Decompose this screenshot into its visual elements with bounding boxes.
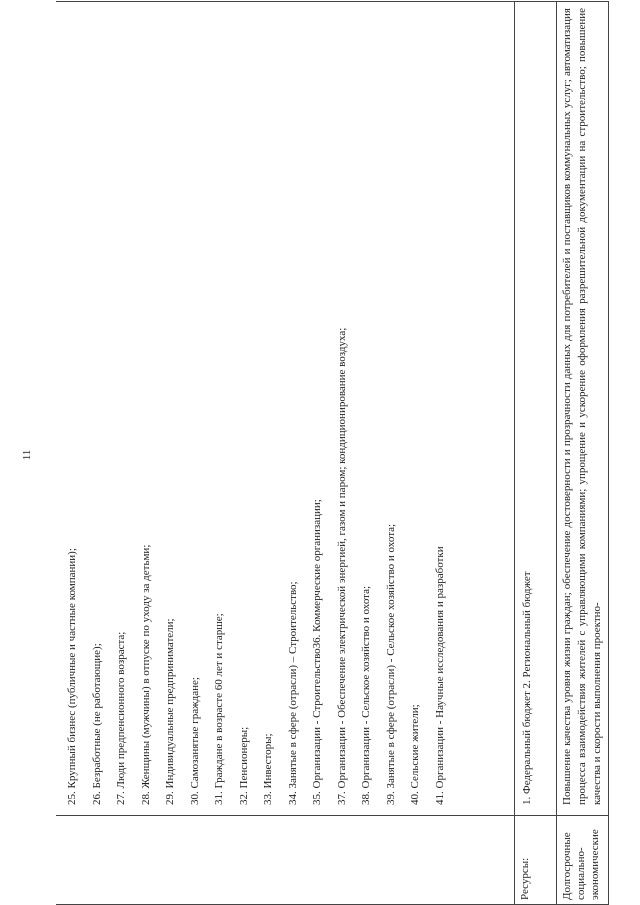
passport-table: [56, 1, 609, 905]
target-groups-list: [56, 2, 452, 815]
target-groups-cell: [56, 2, 515, 816]
list-item: 33. Инвесторы;: [262, 733, 274, 805]
resources-value: 1. Федеральный бюджет 2. Региональный бюджет: [521, 571, 533, 805]
list-item: 38. Организации - Сельское хозяйство и охота;: [360, 585, 372, 805]
resources-row: [515, 2, 557, 905]
list-item: 39. Занятые в сфере (отрасли) - Сельское хозяйство и охота;: [384, 523, 397, 805]
resources-label: Ресурсы:: [515, 816, 557, 905]
resources-cell: [515, 2, 557, 816]
page-number: 11: [21, 449, 33, 461]
goals-label-line: социально-: [575, 847, 587, 900]
list-item: 30. Самозанятые граждане;: [188, 677, 201, 805]
list-item: 35. Организации - Строительство36. Коммерческие организации;: [311, 499, 323, 805]
list-item: 25. Крупный бизнес (публичные и частные компании);: [66, 548, 78, 805]
goals-label: [557, 816, 609, 905]
list-item: 40. Сельские жители;: [409, 704, 421, 805]
list-item: 41. Организации - Научные исследования и разработки: [433, 546, 446, 805]
list-item: 27. Люди предпенсионного возраста;: [115, 631, 127, 805]
list-item: 28. Женщины (мужчины) в отпуске по уходу за детьми;: [139, 544, 152, 805]
target-groups-label-cell: [56, 816, 515, 905]
goals-text: Повышение качества уровня жизни граждан; обеспечение достоверности и прозрачности данных для потребителей и поставщиков коммунальных услуг; автоматизация процесса взаимодействия жителей с управляющими компаниями; упрощение и ускорение оформления разрешительной документации на строительство; повышение качества и скорости выполнения проектно-: [561, 8, 603, 805]
list-item: 31. Граждане в возрасте 60 лет и старше;: [213, 613, 225, 805]
list-item: 37. Организации - Обеспечение электрической энергией, газом и паром; кондиционирование воздуха;: [335, 327, 348, 805]
goals-row: [557, 2, 609, 905]
goals-label-line: экономические: [589, 829, 601, 900]
list-item: 29. Индивидуальные предприниматели;: [164, 618, 176, 805]
goals-cell: [557, 2, 609, 816]
list-item: 34. Занятые в сфере (отрасли) – Строительство;: [286, 581, 299, 805]
target-groups-row: [56, 2, 515, 905]
list-item: 32. Пенсионеры;: [237, 726, 250, 805]
list-item: 26. Безработные (не работающие);: [90, 643, 103, 805]
goals-label-line: Долгосрочные: [561, 832, 573, 900]
